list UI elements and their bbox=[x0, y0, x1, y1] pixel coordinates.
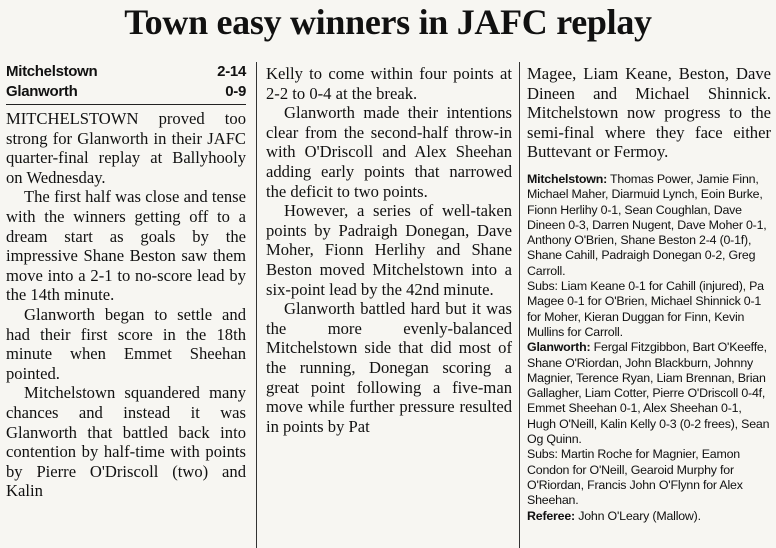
lineup-text: Thomas Power, Jamie Finn, Michael Maher, Diarmuid Lynch, Eoin Burke, Fionn Herlihy 0-1, Sean Coughlan, Dave Dineen 0-3, Darren Nugent, Dave Moher 0-1, Anthony O'Brien, Shane Beston 2-4 (0-1f), Shane Cahill, Padraigh Donegan 0-2, Greg Carroll. bbox=[527, 171, 767, 278]
paragraph: Glanworth began to settle and had their first score in the 18th minute when Emmet Sheehan pointed. bbox=[6, 304, 246, 383]
team-lineups bbox=[527, 172, 771, 524]
paragraph: Kelly to come within four points at 2-2 to 0-4 at the break. bbox=[266, 64, 512, 103]
paragraph: Glanworth made their intentions clear from the second-half throw-in with O'Driscoll and Alex Sheehan adding early points that narrowed the deficit to two points. bbox=[266, 103, 512, 201]
mitchelstown-lineup bbox=[527, 172, 771, 279]
referee-label: Referee: bbox=[527, 508, 575, 523]
paragraph: The first half was close and tense with the winners getting off to a dream start as goals by the impressive Shane Beston saw them move into a 2-1 to no-score lead by the 14th minute. bbox=[6, 187, 246, 305]
article-column-3 bbox=[527, 64, 771, 524]
home-team: Mitchelstown bbox=[6, 63, 98, 80]
mitchelstown-subs: Subs: Liam Keane 0-1 for Cahill (injured), Pa Magee 0-1 for O'Brien, Michael Shinnick 0-1 for Moher, Kieran Duggan for Finn, Kevin Mullins for Carroll. bbox=[527, 279, 764, 339]
paragraph: Magee, Liam Keane, Beston, Dave Dineen and Michael Shinnick. Mitchelstown now progress to the semi-final where they face either Buttevant or Fermoy. bbox=[527, 64, 771, 162]
glanworth-lineup bbox=[527, 340, 771, 447]
score-row-home bbox=[6, 62, 246, 82]
column-divider bbox=[256, 62, 257, 548]
referee-line bbox=[527, 509, 771, 524]
lineup-text: Fergal Fitzgibbon, Bart O'Keeffe, Shane O'Riordan, John Blackburn, Johnny Magnier, Terence Ryan, Liam Brennan, Brian Gallagher, Liam Cotter, Pierre O'Driscoll 0-4f, Emmet Sheehan 0-1, Alex Sheehan 0-1, Hugh O'Neill, Kalin Kelly 0-3 (0-2 frees), Sean Og Quinn. bbox=[527, 340, 770, 447]
paragraph: However, a series of well-taken points by Padraigh Donegan, Dave Moher, Fionn Herlihy and Shane Beston moved Mitchelstown into a six-point lead by the 42nd minute. bbox=[266, 201, 512, 299]
headline: Town easy winners in JAFC replay bbox=[124, 2, 652, 42]
score-box bbox=[6, 62, 246, 105]
paragraph: Mitchelstown squandered many chances and instead it was Glanworth that battled back into contention by half-time with points by Pierre O'Driscoll (two) and Kalin bbox=[6, 383, 246, 501]
glanworth-subs: Subs: Martin Roche for Magnier, Eamon Condon for O'Neill, Gearoid Murphy for O'Riordan, Francis John O'Flynn for Alex Sheehan. bbox=[527, 447, 743, 508]
column-divider bbox=[519, 62, 520, 548]
referee-name: John O'Leary (Mallow). bbox=[578, 508, 701, 523]
article-column-2 bbox=[266, 64, 512, 436]
paragraph: MITCHELSTOWN proved too strong for Glanworth in their JAFC quarter-final replay at Ballyhooly on Wednesday. bbox=[6, 109, 246, 187]
team-label: Glanworth: bbox=[527, 340, 591, 355]
team-label: Mitchelstown: bbox=[527, 171, 608, 186]
home-score: 2-14 bbox=[217, 63, 246, 80]
paragraph: Glanworth battled hard but it was the more evenly-balanced Mitchelstown side that did most of the running, Donegan scoring a great point following a five-man move while further pressure resulted in points by Pat bbox=[266, 299, 512, 436]
away-team: Glanworth bbox=[6, 83, 78, 100]
score-row-away bbox=[6, 82, 246, 102]
away-score: 0-9 bbox=[225, 83, 246, 100]
article-column-1 bbox=[6, 62, 246, 501]
